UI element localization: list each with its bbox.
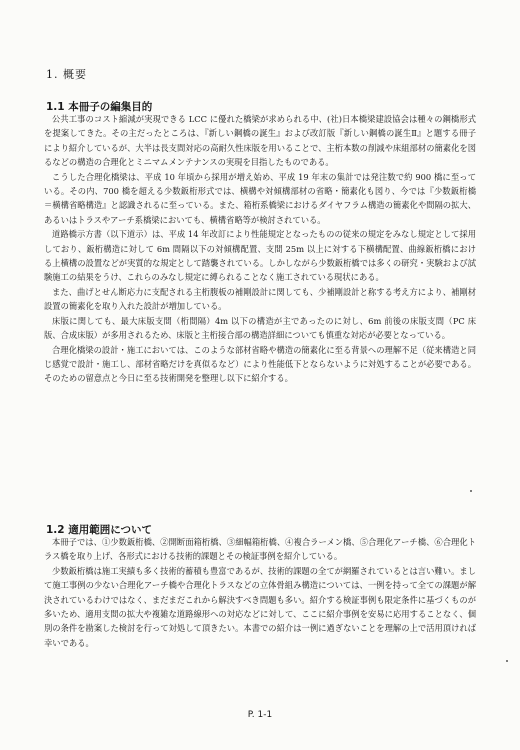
scan-speck: [470, 490, 472, 492]
section-1-paragraph: 床版に関しても、最大床版支間（桁間隔）4m 以下の構造が主であったのに対し、6m 前後の床版支間（PC 床版、合成床版）が多用されるため、床版と主桁接合部の構造詳細についても慎重な対応が必要となっている。: [44, 315, 476, 341]
section-1-paragraph: こうした合理化橋梁は、平成 10 年頃から採用が増え始め、平成 19 年末の集計では発注数で約 900 橋に至っている。その内、700 橋を超える少数鈑桁形式では、横構や対傾構部材の省略・簡素化も図り、今では『少数鈑桁橋＝横構省略構造』と認識されるに至っている。また、箱桁系橋梁におけるダイヤフラム構造の簡素化や間隔の拡大、あるいはトラスやアーチ系橋梁においても、横構省略等が検討されている。: [44, 171, 476, 225]
section-1-paragraph: 道路橋示方書（以下道示）は、平成 14 年改訂により性能規定となったものの従来の規定をみなし規定として採用しており、鈑桁構造に対して 6m 間隔以下の対傾構配置、支間 25m 以上に対する下横構配置、曲線鈑桁橋における上横構の設置などが実質的な規定として踏襲されている。しかしながら少数鈑桁橋では多くの研究・実験および試験施工の結果をうけ、これらのみなし規定に縛られることなく施工されている現状にある。: [44, 229, 476, 283]
section-1-paragraph: 公共工事のコスト縮減が実現できる LCC に優れた橋梁が求められる中、(社)日本橋梁建設協会は種々の鋼橋形式を提案してきた。その主だったところは、『新しい鋼橋の誕生』および改訂版『新しい鋼橋の誕生Ⅱ』と題する冊子により紹介しているが、大半は長支間対応の高耐久性床版を用いることで、主桁本数の削減や床組部材の簡素化を図るなどの構造の合理化とミニマムメンテナンスの実現を目指したものである。: [44, 114, 476, 168]
section-1-paragraph: 合理化橋梁の設計・施工においては、このような部材省略や構造の簡素化に至る背景への理解不足（従来構造と同じ感覚で設計・施工し、部材省略だけを真似るなど）により性能低下とならないように対処することが必要である。そのための留意点と今日に至る技術開発を整理し以下に紹介する。: [44, 344, 476, 384]
section-1-paragraph: また、曲げとせん断応力に支配される主桁腹板の補剛設計に関しても、少補剛設計と称する考え方により、補剛材設置の簡素化を取り入れた設計が増加している。: [44, 286, 476, 312]
section-2-body: [44, 535, 476, 650]
section-2-heading: 1.2 適用範囲について: [46, 524, 153, 536]
section-2-paragraph: 少数鈑桁橋は施工実績も多く技術的蓄積も豊富であるが、技術的課題の全てが網羅されているとは言い難い。まして施工事例の少ない合理化アーチ橋や合理化トラスなどの立体骨組み構造については、一例を持って全ての課題が解決されているわけではなく、まだまだこれから解決すべき問題も多い。紹介する検証事例も限定条件に基づくものが多いため、適用支間の拡大や複雑な道路線形への対応などに対して、ここに紹介事例を安易に応用することなく、個別の条件を勘案した検討を行って対処して頂きたい。本書での紹介は一例に過ぎないことを理解の上で活用頂ければ幸いである。: [44, 565, 476, 648]
chapter-heading: 1. 概要: [46, 68, 87, 81]
section-2-paragraph: 本冊子では、①少数鈑桁橋、②開断面箱桁橋、③細幅箱桁橋、④複合ラーメン橋、⑤合理化アーチ橋、⑥合理化トラス橋を取り上げ、各形式における技術的課題とその検証事例を紹介している。: [44, 537, 476, 562]
section-1-body: [44, 112, 476, 386]
page-number: P. 1-1: [247, 710, 273, 720]
section-1-heading: 1.1 本冊子の編集目的: [46, 101, 153, 113]
scan-speck: [506, 660, 508, 662]
